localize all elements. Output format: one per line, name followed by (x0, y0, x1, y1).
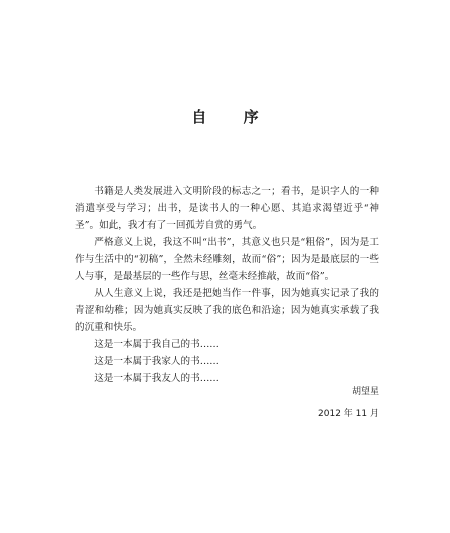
author-signature: 胡望星 (351, 387, 379, 397)
paragraph-2: 严格意义上说，我这不叫“出书”，其意义也只是“粗俗”，因为是工作与生活中的“初稿”，全然未经雕刻，故而“俗”；因为是最底层的一些人与事，是最基层的一些作与思，丝毫未经推敲，故而“俗”。 (75, 237, 379, 282)
page-title: 自 序 (191, 108, 275, 126)
paragraph-1: 书籍是人类发展进入文明阶段的标志之一；看书，是识字人的一种消遣享受与学习；出书，是读书人的一种心愿、其追求渴望近乎“神圣”。如此，我才有了一回孤芳自赏的勇气。 (75, 186, 379, 231)
paragraph-3: 从人生意义上说，我还是把她当作一件事，因为她真实记录了我的青涩和幼稚；因为她真实反映了我的底色和沿途；因为她真实承载了我的沉重和快乐。 (75, 288, 379, 333)
paragraph-4: 这是一本属于我自己的书…… (94, 339, 219, 350)
preface-body (75, 183, 379, 387)
signature-date: 2012 年 11 月 (318, 409, 379, 419)
paragraph-5: 这是一本属于我家人的书…… (94, 356, 219, 367)
paragraph-6: 这是一本属于我友人的书…… (94, 373, 219, 384)
